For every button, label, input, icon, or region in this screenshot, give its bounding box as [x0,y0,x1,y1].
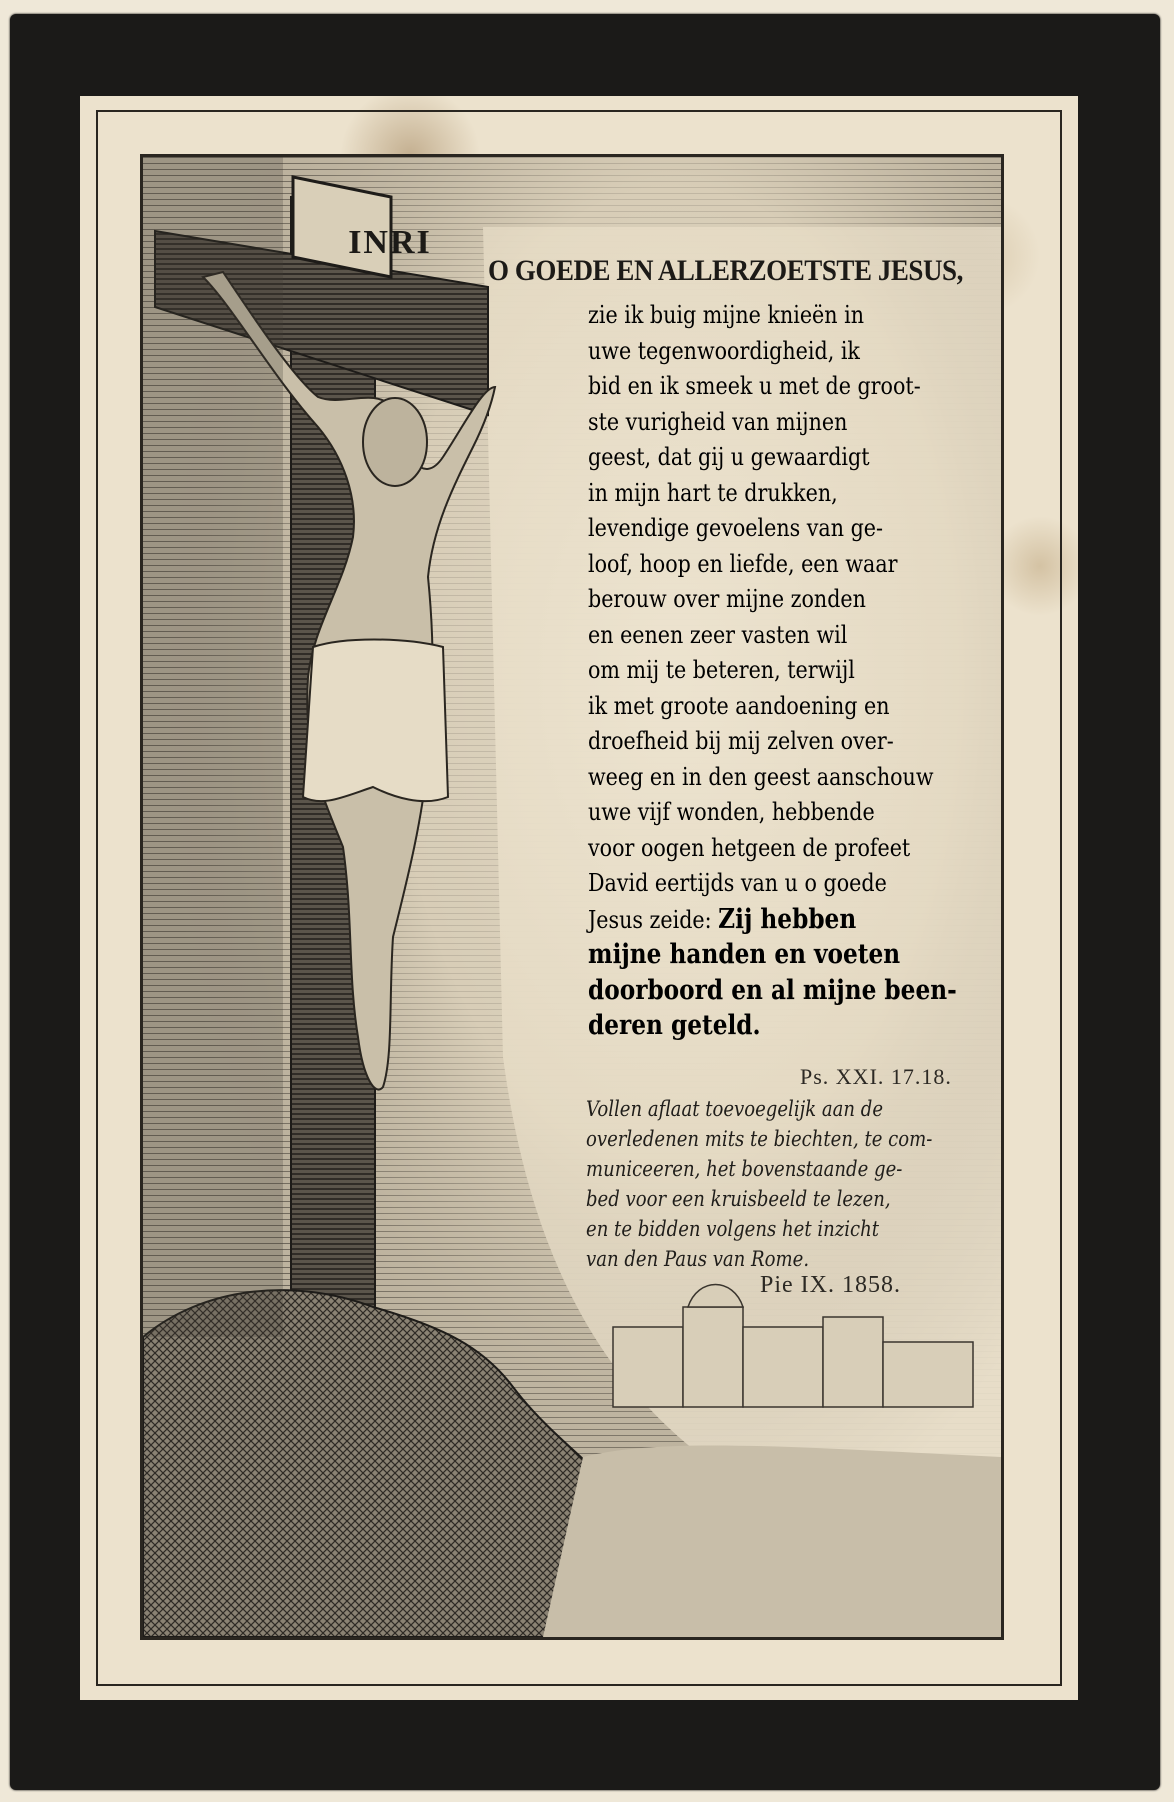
psalm-line: mijne handen en voeten [588,939,901,970]
indulgence-line: en te bidden volgens het inzicht [586,1217,880,1241]
prayer-line-jesus: Jesus zeide: [588,905,712,934]
prayer-heading: O GOEDE EN ALLERZOETSTE JESUS, [488,254,963,287]
indulgence-text [586,1094,989,1274]
psalm-quote-start: Zij hebben [718,903,857,935]
prayer-line: loof, hoop en liefde, een waar [588,549,898,578]
psalm-line: deren geteld. [588,1010,761,1041]
prayer-line: uwe tegenwoordigheid, ik [588,336,860,365]
prayer-line: berouw over mijne zonden [588,585,866,613]
prayer-line: zie ik buig mijne knieën in [588,301,865,329]
psalm-reference: Ps. XXI. 17.18. [800,1064,952,1089]
indulgence-line: bed voor een kruisbeeld te lezen, [586,1187,891,1211]
psalm-line: doorboord en al mijne been- [588,974,957,1006]
prayer-line: levendige gevoelens van ge- [588,514,884,542]
indulgence-line: municeeren, het bovenstaande ge- [586,1157,903,1181]
inri-plaque-text: INRI [348,224,432,261]
prayer-line: voor oogen hetgeen de profeet [588,833,911,862]
prayer-line: geest, dat gij u gewaardigt [588,443,870,471]
prayer-text [588,298,1017,1044]
prayer-line: in mijn hart te drukken, [588,478,838,507]
prayer-line: ik met groote aandoening en [588,691,890,720]
prayer-line: om mij te beteren, terwijl [588,656,855,684]
prayer-line: David eertijds van u o goede [588,869,887,897]
prayer-line-last [588,902,957,938]
prayer-line: en eenen zeer vasten wil [588,620,848,649]
indulgence-line: van den Paus van Rome. [586,1247,810,1271]
prayer-line: bid en ik smeek u met de groot- [588,372,921,400]
prayer-line: ste vurigheid van mijnen [588,407,848,436]
indulgence-line: Vollen aflaat toevoegelijk aan de [586,1097,884,1121]
prayer-line: droefheid bij mij zelven over- [588,727,894,755]
prayer-line: weeg en in den geest aanschouw [588,762,934,791]
papal-signature: Pie IX. 1858. [760,1272,901,1298]
indulgence-line: overledenen mits te biechten, te com- [586,1127,933,1151]
prayer-line: uwe vijf wonden, hebbende [588,798,875,826]
